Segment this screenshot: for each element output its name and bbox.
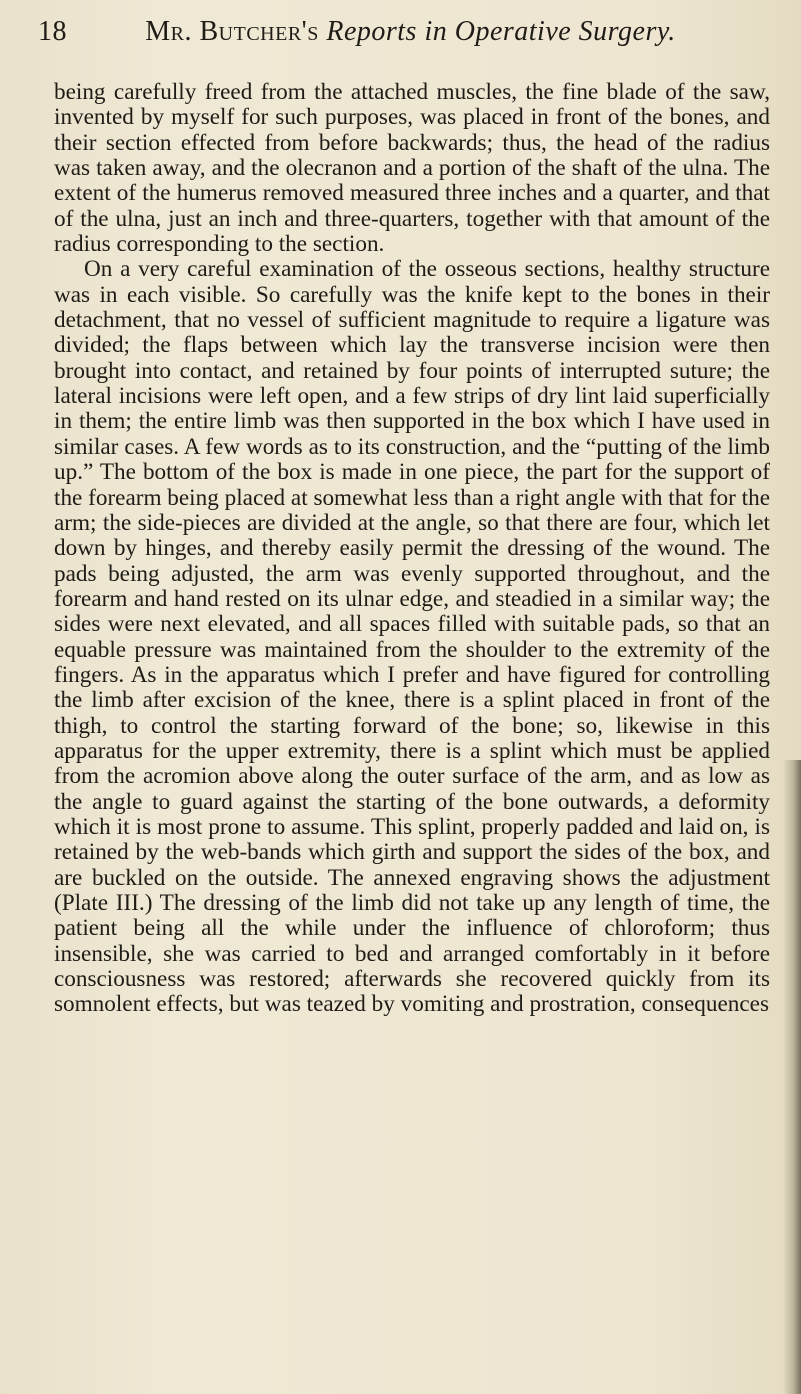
running-head <box>38 16 761 56</box>
body-text <box>54 80 770 1018</box>
running-title-author: Mr. Butcher's <box>145 16 319 47</box>
paragraph-examination: On a very careful examination of the osseous sections, healthy structure was in each visible. So carefully was the knife kept to the bones in their detachment, that no vessel of sufficient magnitude to require a ligature was divided; the flaps between which lay the transverse incision were then brought into contact, and retained by four points of interrupted suture; the lateral incisions were left open, and a few strips of dry lint laid superficially in them; the entire limb was then supported in the box which I have used in similar cases. A few words as to its construction, and the “putting of the limb up.” The bottom of the box is made in one piece, the part for the support of the forearm being placed at somewhat less than a right angle with that for the arm; the side-pieces are divided at the angle, so that there are four, which let down by hinges, and thereby easily permit the dressing of the wound. The pads being adjusted, the arm was evenly supported throughout, and the forearm and hand rested on its ulnar edge, and steadied in a similar way; the sides were next elevated, and all spaces filled with suitable pads, so that an equable pressure was maintained from the shoulder to the extremity of the fingers. As in the apparatus which I prefer and have figured for controlling the limb after excision of the knee, there is a splint placed in front of the thigh, to control the starting forward of the bone; so, likewise in this apparatus for the upper extremity, there is a splint which must be applied from the acromion above along the outer surface of the arm, and as low as the angle to guard against the starting of the bone outwards, a deformity which it is most prone to assume. This splint, properly padded and laid on, is retained by the web-bands which girth and support the sides of the box, and are buckled on the outside. The annexed engraving shows the adjustment (Plate III.) The dressing of the limb did not take up any length of time, the patient being all the while under the influence of chloroform; thus insensible, she was carried to bed and arranged comfortably in it before consciousness was restored; afterwards she recovered quickly from its somnolent effects, but was teazed by vomiting and prostration, consequences <box>54 256 770 1018</box>
page-number: 18 <box>38 16 67 47</box>
page-edge-shadow <box>783 760 801 1394</box>
running-title <box>110 16 761 48</box>
running-title-work: Reports in Operative Surgery. <box>326 16 676 47</box>
paragraph-continued: being carefully freed from the attached muscles, the fine blade of the saw, invented by myself for such purposes, was placed in front of the bones, and their section effected from before backwards; thus, the head of the radius was taken away, and the olecranon and a portion of the shaft of the ulna. The extent of the humerus removed measured three inches and a quarter, and that of the ulna, just an inch and three-quarters, together with that amount of the radius corresponding to the section. <box>54 79 770 258</box>
